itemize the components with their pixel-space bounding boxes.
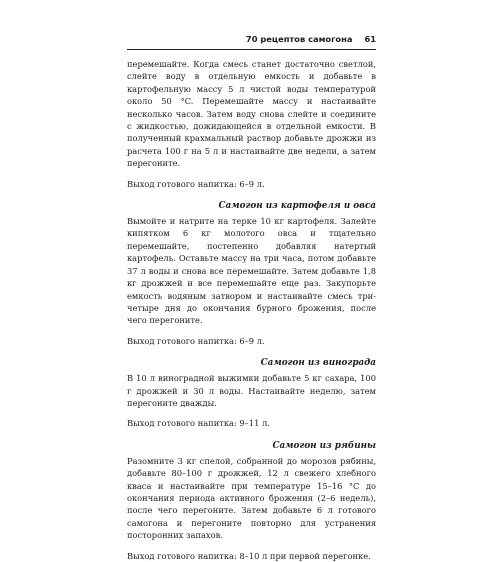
yield-line: Выход готового напитка: 9–11 л. bbox=[127, 418, 270, 429]
body-paragraph: Разомните 3 кг спелой, собранной до морозов рябины, добавьте 80–100 г дрожжей, 12 л свежего хлебного кваса и настаивайте при температуре 15–16 °C до окончания периода активного брожения (2–6 недель), после чего перегоните. Затем добавьте 6 л готового самогона и перегоните повторно для устранения посторонних запахов. bbox=[127, 455, 376, 541]
section-rowan bbox=[127, 441, 376, 562]
section-heading: Самогон из винограда bbox=[260, 358, 376, 369]
body-paragraph: перемешайте. Когда смесь станет достаточно светлой, слейте воду в отдельную емкость и добавьте в картофельную массу 5 л чистой воды температурой около 50 °C. Перемешайте массу и настаивайте несколько часов. Затем воду снова слейте и соедините с жидкостью, дожидающейся в отдельной емкости. В полученный крахмальный раствор добавьте дрожжи из расчета 100 г на 5 л и настаивайте две недели, а затем перегоните. bbox=[127, 59, 376, 169]
running-header bbox=[127, 34, 376, 48]
running-header-title: 70 рецептов самогона bbox=[245, 34, 353, 44]
body-paragraph: В 10 л виноградной выжимки добавьте 5 кг сахара, 100 г дрожжей и 30 л воды. Настаивайте неделю, затем перегоните дважды. bbox=[127, 373, 376, 408]
section-potato-oats bbox=[127, 201, 376, 347]
page-number: 61 bbox=[364, 34, 376, 44]
yield-line: Выход готового напитка: 6–9 л. bbox=[127, 335, 265, 346]
yield-line: Выход готового напитка: 6–9 л. bbox=[127, 178, 265, 189]
section-continuation bbox=[127, 58, 376, 190]
section-grape bbox=[127, 358, 376, 430]
header-rule bbox=[127, 49, 376, 50]
section-heading: Самогон из картофеля и овса bbox=[218, 201, 376, 212]
book-page bbox=[127, 34, 376, 562]
body-paragraph: Вымойте и натрите на терке 10 кг картофеля. Залейте кипятком 6 кг молотого овса и тщательно перемешайте, постепенно добавляя натертый картофель. Оставьте массу на три часа, потом добавьте 37 л воды и снова все перемешайте. Затем добавьте 1,8 кг дрожжей и все перемешайте еще раз. Закупорьте емкость водяным затвором и настаивайте смесь три-четыре дня до окончания бурного брожения, после чего перегоните. bbox=[127, 216, 376, 326]
section-heading: Самогон из рябины bbox=[272, 440, 376, 451]
yield-line: Выход готового напитка: 8–10 л при первой перегонке. bbox=[127, 550, 371, 561]
